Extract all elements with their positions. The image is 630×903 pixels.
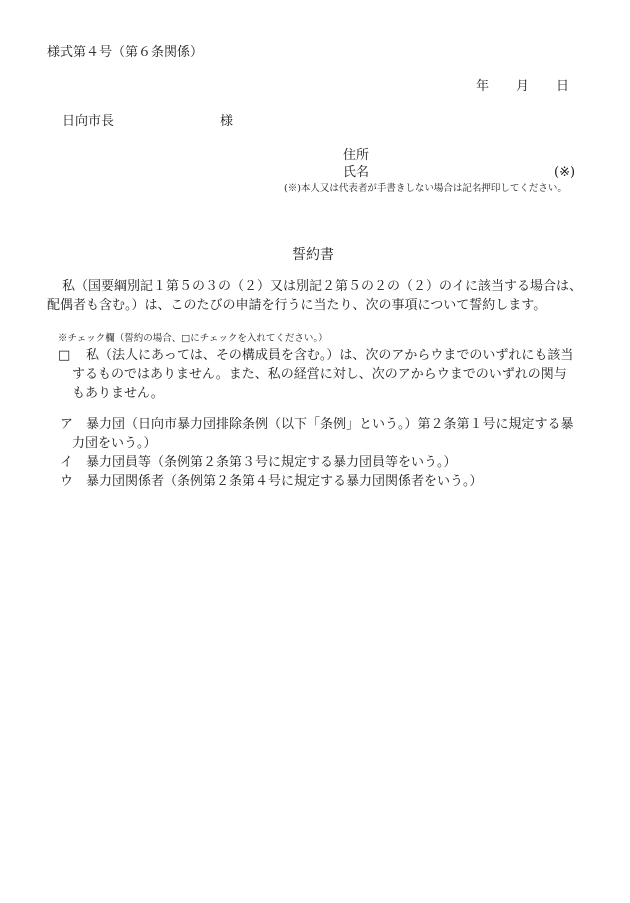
pledge-line-1: 私（法人にあっては、その構成員を含む。）は、次のアからウまでのいずれにも該当 [86, 348, 574, 363]
pledge-line-3: もありません。 [72, 386, 164, 401]
check-note: ※チェック欄（誓約の場合、□にチェックを入れてください。） [58, 333, 328, 344]
date-month-label: 月 [516, 79, 530, 94]
item-marker-i: イ [60, 455, 74, 470]
date-year-label: 年 [476, 79, 490, 94]
intro-line-2: 配偶者も含む。）は、このたびの申請を行うに当たり、次の事項について誓約します。 [47, 298, 547, 313]
address-label: 住所 [343, 148, 370, 163]
date-day-label: 日 [556, 79, 570, 94]
seal-mark: (※) [554, 165, 576, 180]
item-i-line-1: 暴力団員等（条例第２条第３号に規定する暴力団員等をいう。） [86, 455, 457, 470]
name-label: 氏名 [343, 165, 370, 180]
item-marker-a: ア [60, 417, 74, 432]
intro-line-1: 私（国要綱別記１第５の３の（２）又は別記２第５の２の（２）のイに該当する場合は、 [62, 279, 583, 294]
document-title: 誓約書 [292, 247, 334, 263]
pledge-checkbox[interactable]: □ [58, 348, 71, 363]
item-u-line-1: 暴力団関係者（条例第２条第４号に規定する暴力団関係者をいう。） [86, 474, 483, 489]
item-a-line-2: 力団をいう。） [72, 436, 157, 451]
addressee-name: 日向市長 [62, 114, 115, 129]
item-a-line-1: 暴力団（日向市暴力団排除条例（以下「条例」という。）第２条第１号に規定する暴 [86, 417, 574, 432]
addressee-honorific: 様 [220, 114, 234, 129]
seal-note: (※)本人又は代表者が手書きしない場合は記名押印してください。 [284, 183, 567, 194]
pledge-line-2: するものではありません。また、私の経営に対し、次のアからウまでのいずれの関与 [72, 367, 567, 382]
item-marker-u: ウ [60, 474, 74, 489]
form-number: 様式第４号（第６条関係） [47, 45, 204, 60]
